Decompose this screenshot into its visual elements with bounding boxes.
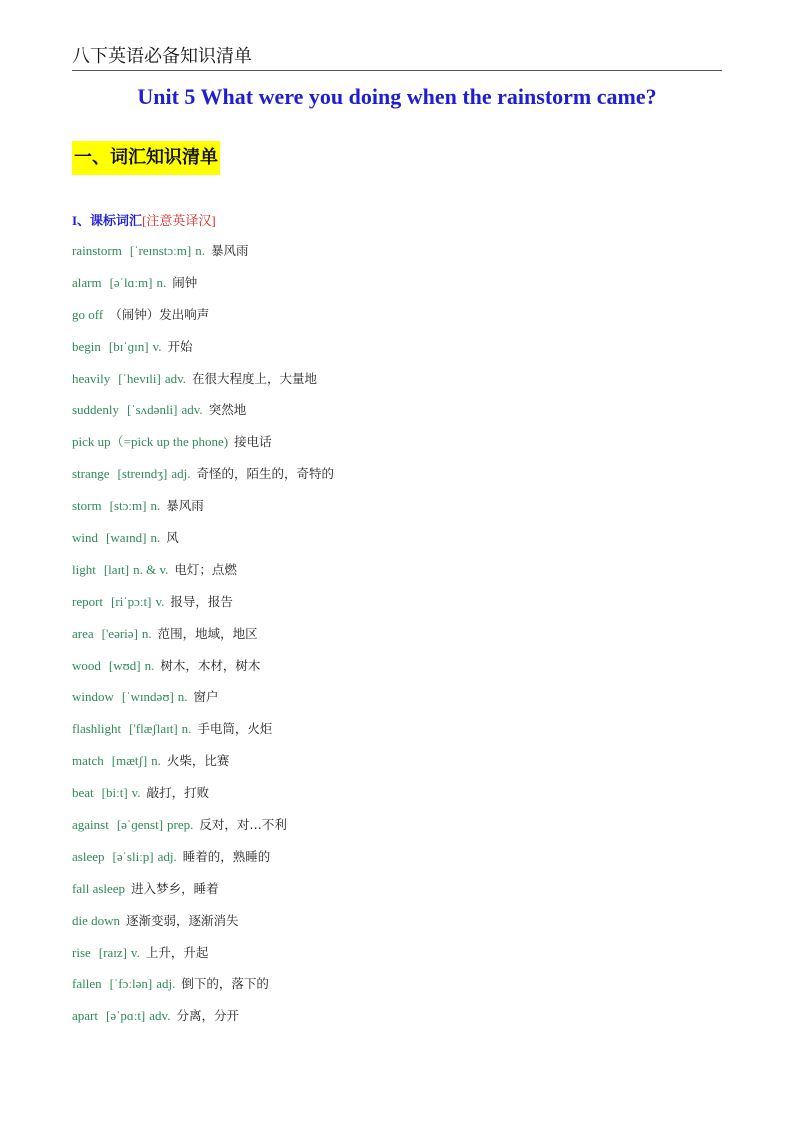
vocab-item	[72, 781, 722, 813]
vocab-pos: adj.	[171, 466, 191, 482]
vocab-word: match	[72, 753, 104, 769]
vocab-phonetic: [əˈpɑːt]	[105, 1008, 146, 1024]
vocab-meaning: 敲打，打败	[146, 785, 210, 801]
vocab-word: suddenly	[72, 402, 119, 418]
vocab-pos: n.	[144, 657, 155, 673]
vocab-pos: adv.	[149, 1008, 171, 1024]
vocab-word: window	[72, 689, 114, 705]
unit-title: Unit 5 What were you doing when the rainstorm came?	[137, 84, 657, 109]
vocab-item	[72, 1004, 722, 1036]
vocab-item	[72, 909, 722, 941]
vocab-word: wind	[72, 530, 98, 546]
vocab-word: apart	[72, 1008, 98, 1024]
vocab-phonetic: [mætʃ]	[111, 753, 148, 769]
header-title: 八下英语必备知识清单	[72, 46, 252, 67]
vocab-pos: n.	[181, 721, 192, 737]
vocab-item	[72, 462, 722, 494]
vocab-subheading	[72, 210, 216, 229]
vocab-phonetic: [ˈsʌdənli]	[126, 402, 178, 418]
vocab-word: rise	[72, 944, 91, 960]
vocab-phonetic: ['flæʃlaɪt]	[129, 721, 178, 737]
vocab-phonetic: [wʊd]	[108, 657, 141, 673]
vocab-item	[72, 303, 722, 335]
vocab-pos: adv.	[164, 370, 187, 386]
vocab-phonetic: [ˈreɪnstɔːm]	[129, 243, 192, 258]
vocab-item	[72, 398, 722, 430]
vocab-word: wood	[72, 657, 101, 673]
vocab-word: fallen	[72, 976, 102, 992]
vocab-meaning: 奇怪的，陌生的，奇特的	[196, 466, 335, 482]
vocab-pos: adv.	[181, 402, 203, 418]
vocab-meaning: 反对，对…不利	[199, 817, 287, 833]
vocab-pos: adj.	[157, 848, 177, 864]
vocab-meaning: 电灯；点燃	[174, 561, 237, 577]
vocab-phonetic: [əˈsliːp]	[112, 848, 154, 864]
vocab-item	[72, 813, 722, 845]
vocab-word: alarm	[72, 274, 102, 290]
vocab-word: asleep	[72, 848, 105, 864]
vocab-item	[72, 271, 722, 303]
vocab-pos: v.	[130, 944, 140, 960]
vocab-meaning: 接电话	[234, 434, 272, 450]
vocab-item	[72, 877, 722, 909]
vocab-pos: n.	[195, 243, 205, 258]
vocab-phonetic: [əˈlɑːm]	[109, 274, 153, 290]
vocab-word: begin	[72, 338, 101, 354]
vocab-phonetic: [ˈwɪndəʊ]	[121, 689, 174, 705]
vocab-meaning: 风	[166, 530, 179, 546]
vocab-phonetic: [laɪt]	[103, 561, 130, 577]
vocab-pos: n. & v.	[133, 561, 169, 577]
vocab-phonetic: [ˈfɔːlən]	[109, 976, 153, 992]
vocab-item	[72, 622, 722, 654]
vocab-item	[72, 558, 722, 590]
vocab-word: pick up（=pick up the phone)	[72, 434, 229, 450]
vocab-word: against	[72, 817, 109, 833]
vocab-meaning: 睡着的，熟睡的	[182, 848, 271, 864]
vocab-meaning: 暴风雨	[166, 498, 204, 514]
vocab-word: strange	[72, 466, 110, 482]
vocab-pos: v.	[131, 785, 141, 801]
vocab-meaning: 闹钟	[172, 274, 198, 290]
subheading-note: [注意英译汉]	[142, 213, 216, 228]
vocab-pos: n.	[141, 625, 152, 641]
vocab-meaning: 报导，报告	[170, 593, 233, 609]
vocab-word: storm	[72, 498, 102, 514]
vocab-item	[72, 685, 722, 717]
vocab-meaning: 分离，分开	[176, 1008, 239, 1024]
vocab-meaning: 手电筒，火炬	[197, 721, 273, 737]
vocab-phonetic: [raɪz]	[98, 944, 127, 960]
vocab-pos: prep.	[167, 817, 194, 833]
vocab-pos: adj.	[156, 976, 176, 992]
vocab-word: report	[72, 593, 104, 609]
vocab-pos: n.	[151, 753, 161, 769]
vocab-word: flashlight	[72, 721, 122, 737]
page-header	[72, 46, 722, 71]
vocab-phonetic: [riˈpɔːt]	[111, 593, 152, 609]
vocab-phonetic: [ˈhevɪli]	[118, 370, 161, 386]
vocab-item	[72, 749, 722, 781]
vocab-item	[72, 590, 722, 622]
vocab-word: heavily	[72, 370, 111, 386]
vocab-meaning: 范围，地域，地区	[157, 625, 258, 641]
vocab-meaning: 窗户	[193, 689, 219, 705]
vocab-phonetic: [streɪndʒ]	[117, 466, 168, 482]
vocab-item	[72, 335, 722, 367]
vocab-pos: n.	[177, 689, 188, 705]
vocab-item	[72, 941, 722, 973]
vocab-meaning: 开始	[167, 338, 193, 354]
vocab-item	[72, 654, 722, 686]
vocab-meaning: 逐渐变弱，逐渐消失	[126, 912, 239, 928]
vocab-phonetic: [stɔːm]	[109, 498, 147, 514]
vocab-meaning: 火柴，比赛	[166, 753, 230, 769]
vocab-meaning: 上升，升起	[145, 944, 209, 960]
section-heading: 一、词汇知识清单	[72, 141, 220, 175]
vocab-item	[72, 239, 722, 271]
vocab-word: die down	[72, 912, 121, 928]
vocab-item	[72, 972, 722, 1004]
vocab-phonetic: [əˈɡenst]	[116, 817, 164, 833]
vocab-phonetic: [bɪˈɡɪn]	[108, 338, 149, 354]
vocab-word: beat	[72, 785, 94, 801]
vocab-pos: v.	[155, 593, 165, 609]
vocab-phonetic: ['eəriə]	[101, 625, 138, 641]
vocab-meaning: 树木，木材，树木	[160, 657, 261, 673]
vocab-pos: n.	[150, 498, 161, 514]
vocab-word: area	[72, 625, 94, 641]
vocab-list	[72, 239, 722, 1036]
vocab-meaning: 突然地	[208, 402, 247, 418]
vocab-meaning: 在很大程度上，大量地	[192, 370, 318, 386]
vocab-meaning: 倒下的，落下的	[181, 976, 269, 992]
vocab-meaning: （闹钟）发出响声	[109, 306, 210, 322]
vocab-meaning: 进入梦乡，睡着	[131, 880, 219, 896]
vocab-word: fall asleep	[72, 880, 126, 896]
vocab-item	[72, 526, 722, 558]
vocab-phonetic: [biːt]	[101, 785, 128, 801]
subheading-label: I、课标词汇	[72, 213, 143, 228]
vocab-item	[72, 494, 722, 526]
vocab-pos: n.	[150, 530, 161, 546]
vocab-meaning: 暴风雨	[210, 243, 249, 258]
vocab-pos: n.	[156, 274, 167, 290]
vocab-word: rainstorm	[72, 243, 122, 258]
vocab-word: go off	[72, 306, 104, 322]
vocab-word: light	[72, 561, 96, 577]
vocab-item	[72, 845, 722, 877]
vocab-item	[72, 717, 722, 749]
vocab-item	[72, 430, 722, 462]
vocab-item	[72, 367, 722, 399]
vocab-phonetic: [waɪnd]	[106, 530, 147, 546]
vocab-pos: v.	[152, 338, 162, 354]
